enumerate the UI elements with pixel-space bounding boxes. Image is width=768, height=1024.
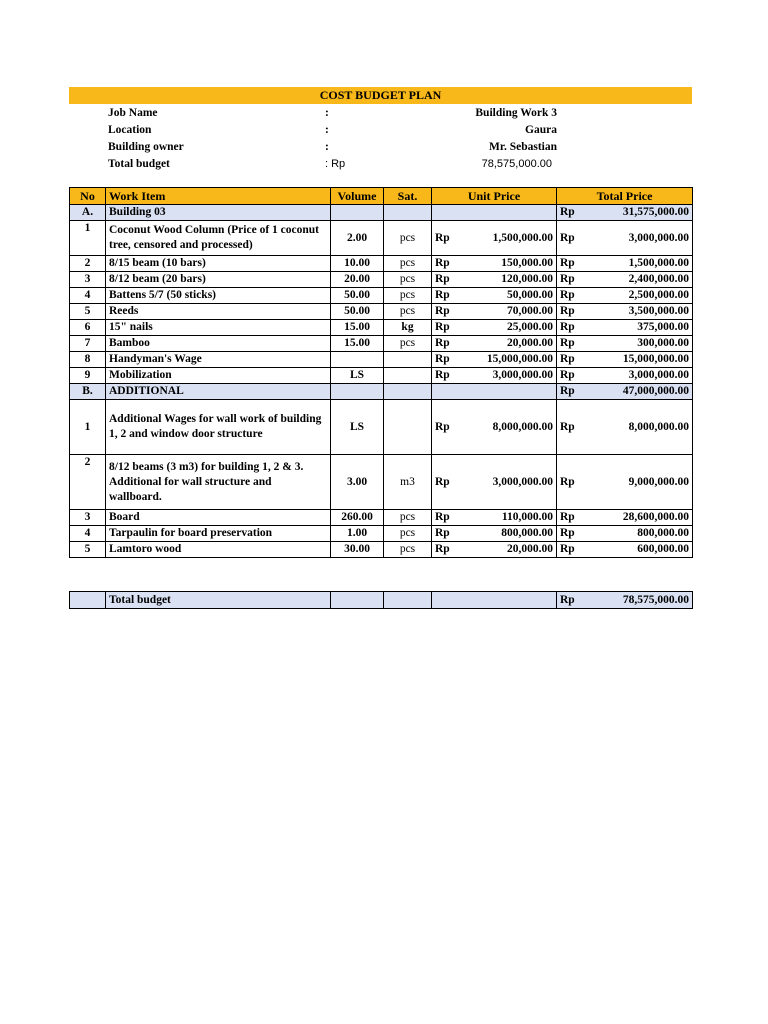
row-volume: LS <box>331 400 384 455</box>
total-value: 78,575,000.00 <box>587 592 693 609</box>
row-no: 6 <box>70 320 106 336</box>
table-row <box>70 455 693 510</box>
row-total-price: 8,000,000.00 <box>587 400 693 455</box>
row-total-price: 1,500,000.00 <box>587 256 693 272</box>
currency-label: Rp <box>557 592 587 609</box>
table-row <box>70 256 693 272</box>
row-volume <box>331 352 384 368</box>
row-sat: pcs <box>384 272 432 288</box>
empty-cell <box>432 205 465 221</box>
section-name: Building 03 <box>106 205 331 221</box>
currency-label: Rp <box>432 272 465 288</box>
row-item: Coconut Wood Column (Price of 1 coconut tree, censored and processed) <box>106 221 331 256</box>
row-total-price: 2,400,000.00 <box>587 272 693 288</box>
row-no: 8 <box>70 352 106 368</box>
row-unit-price: 150,000.00 <box>465 256 557 272</box>
row-unit-price: 70,000.00 <box>465 304 557 320</box>
row-no: 4 <box>70 526 106 542</box>
row-unit-price: 3,000,000.00 <box>465 368 557 384</box>
row-no: 2 <box>70 256 106 272</box>
table-row <box>70 510 693 526</box>
empty-cell <box>465 205 557 221</box>
info-row-job-name <box>108 105 568 122</box>
info-row-building-owner <box>108 139 568 156</box>
col-header-unit-price: Unit Price <box>432 188 557 205</box>
row-total-price: 600,000.00 <box>587 542 693 558</box>
info-colon <box>325 156 345 173</box>
empty-cell <box>384 384 432 400</box>
row-item: Lamtoro wood <box>106 542 331 558</box>
row-unit-price: 110,000.00 <box>465 510 557 526</box>
empty-cell <box>465 384 557 400</box>
empty-cell <box>70 592 106 609</box>
info-value: Building Work 3 <box>475 107 557 119</box>
table-row <box>70 400 693 455</box>
info-label: Building owner <box>108 141 184 153</box>
info-label: Location <box>108 124 152 136</box>
row-no: 1 <box>70 221 106 256</box>
row-sat: m3 <box>384 455 432 510</box>
currency-label: Rp <box>557 336 587 352</box>
row-volume: 30.00 <box>331 542 384 558</box>
row-sat: pcs <box>384 288 432 304</box>
info-value: Mr. Sebastian <box>489 141 557 153</box>
page-title: COST BUDGET PLAN <box>69 87 692 104</box>
row-no: 7 <box>70 336 106 352</box>
row-item: Board <box>106 510 331 526</box>
row-item: Battens 5/7 (50 sticks) <box>106 288 331 304</box>
row-item: Reeds <box>106 304 331 320</box>
total-budget-table <box>69 591 693 609</box>
row-volume: 50.00 <box>331 304 384 320</box>
row-total-price: 3,500,000.00 <box>587 304 693 320</box>
currency-label: Rp <box>432 288 465 304</box>
row-total-price: 300,000.00 <box>587 336 693 352</box>
row-volume: 1.00 <box>331 526 384 542</box>
total-row <box>70 592 693 609</box>
row-unit-price: 50,000.00 <box>465 288 557 304</box>
currency-label: Rp <box>557 352 587 368</box>
currency-label: Rp <box>432 336 465 352</box>
table-row <box>70 288 693 304</box>
row-unit-price: 120,000.00 <box>465 272 557 288</box>
table-header-row <box>70 188 693 205</box>
row-item: 8/12 beam (20 bars) <box>106 272 331 288</box>
table-row <box>70 304 693 320</box>
col-header-volume: Volume <box>331 188 384 205</box>
row-item: Bamboo <box>106 336 331 352</box>
row-volume: 10.00 <box>331 256 384 272</box>
currency-label: Rp <box>557 205 587 221</box>
row-unit-price: 8,000,000.00 <box>465 400 557 455</box>
currency-label: Rp <box>557 304 587 320</box>
col-header-total-price: Total Price <box>557 188 693 205</box>
currency-label: Rp <box>557 510 587 526</box>
currency-label: Rp <box>557 368 587 384</box>
section-total: 31,575,000.00 <box>587 205 693 221</box>
row-sat: kg <box>384 320 432 336</box>
currency-label: Rp <box>557 400 587 455</box>
row-no: 4 <box>70 288 106 304</box>
row-no: 3 <box>70 272 106 288</box>
table-row <box>70 320 693 336</box>
section-row-b <box>70 384 693 400</box>
empty-cell <box>384 205 432 221</box>
currency-label: Rp <box>557 272 587 288</box>
row-total-price: 15,000,000.00 <box>587 352 693 368</box>
empty-cell <box>432 592 557 609</box>
info-value: Gaura <box>525 124 557 136</box>
row-sat <box>384 368 432 384</box>
currency-label: Rp <box>432 526 465 542</box>
row-volume: 3.00 <box>331 455 384 510</box>
row-unit-price: 20,000.00 <box>465 336 557 352</box>
row-unit-price: 800,000.00 <box>465 526 557 542</box>
table-row <box>70 542 693 558</box>
row-no: 9 <box>70 368 106 384</box>
row-sat: pcs <box>384 336 432 352</box>
row-volume: 15.00 <box>331 320 384 336</box>
row-total-price: 3,000,000.00 <box>587 368 693 384</box>
row-item: Tarpaulin for board preservation <box>106 526 331 542</box>
row-sat: pcs <box>384 542 432 558</box>
table-row <box>70 352 693 368</box>
currency-label: Rp <box>432 510 465 526</box>
row-unit-price: 1,500,000.00 <box>465 221 557 256</box>
job-info <box>108 105 568 173</box>
currency-label: Rp <box>557 384 587 400</box>
row-volume: 20.00 <box>331 272 384 288</box>
currency-label: Rp <box>432 221 465 256</box>
info-row-total-budget <box>108 156 568 173</box>
info-row-location <box>108 122 568 139</box>
row-volume: 50.00 <box>331 288 384 304</box>
currency-label: Rp <box>432 455 465 510</box>
currency-label: Rp <box>432 352 465 368</box>
row-sat: pcs <box>384 526 432 542</box>
currency-label: Rp <box>432 304 465 320</box>
currency-label: Rp <box>557 256 587 272</box>
currency-label: Rp <box>432 542 465 558</box>
table-row <box>70 336 693 352</box>
info-colon-text: : Rp <box>325 158 346 170</box>
info-label: Total budget <box>108 158 170 170</box>
section-total: 47,000,000.00 <box>587 384 693 400</box>
info-colon: : <box>325 107 329 119</box>
row-total-price: 2,500,000.00 <box>587 288 693 304</box>
empty-cell <box>384 592 432 609</box>
info-colon: : <box>325 124 329 136</box>
row-total-price: 375,000.00 <box>587 320 693 336</box>
row-no: 2 <box>70 455 106 510</box>
empty-cell <box>331 592 384 609</box>
currency-label: Rp <box>432 400 465 455</box>
table-row <box>70 368 693 384</box>
row-item: Mobilization <box>106 368 331 384</box>
currency-label: Rp <box>432 320 465 336</box>
col-header-no: No <box>70 188 106 205</box>
info-label: Job Name <box>108 107 158 119</box>
currency-label: Rp <box>557 221 587 256</box>
row-sat: pcs <box>384 221 432 256</box>
row-sat: pcs <box>384 304 432 320</box>
table-row <box>70 221 693 256</box>
table-row <box>70 526 693 542</box>
info-value: 78,575,000.00 <box>481 158 552 170</box>
row-unit-price: 15,000,000.00 <box>465 352 557 368</box>
row-sat: pcs <box>384 510 432 526</box>
row-item: 8/12 beams (3 m3) for building 1, 2 & 3. Additional for wall structure and wallboard. <box>106 455 331 510</box>
row-unit-price: 20,000.00 <box>465 542 557 558</box>
row-no: 5 <box>70 542 106 558</box>
row-no: 3 <box>70 510 106 526</box>
row-total-price: 9,000,000.00 <box>587 455 693 510</box>
row-item: Additional Wages for wall work of building 1, 2 and window door structure <box>106 400 331 455</box>
row-sat <box>384 352 432 368</box>
row-total-price: 3,000,000.00 <box>587 221 693 256</box>
currency-label: Rp <box>557 288 587 304</box>
info-colon: : <box>325 141 329 153</box>
currency-label: Rp <box>557 320 587 336</box>
row-volume: 15.00 <box>331 336 384 352</box>
section-name: ADDITIONAL <box>106 384 331 400</box>
currency-label: Rp <box>557 455 587 510</box>
section-no: B. <box>70 384 106 400</box>
currency-label: Rp <box>557 542 587 558</box>
empty-cell <box>331 384 384 400</box>
row-unit-price: 25,000.00 <box>465 320 557 336</box>
budget-table <box>69 187 693 558</box>
currency-label: Rp <box>432 368 465 384</box>
row-total-price: 28,600,000.00 <box>587 510 693 526</box>
section-row-a <box>70 205 693 221</box>
empty-cell <box>432 384 465 400</box>
currency-label: Rp <box>557 526 587 542</box>
empty-cell <box>331 205 384 221</box>
table-row <box>70 272 693 288</box>
total-label: Total budget <box>106 592 331 609</box>
row-item: 8/15 beam (10 bars) <box>106 256 331 272</box>
currency-label: Rp <box>432 256 465 272</box>
row-item: Handyman's Wage <box>106 352 331 368</box>
row-no: 1 <box>70 400 106 455</box>
row-unit-price: 3,000,000.00 <box>465 455 557 510</box>
row-total-price: 800,000.00 <box>587 526 693 542</box>
row-sat <box>384 400 432 455</box>
row-item: 15" nails <box>106 320 331 336</box>
col-header-sat: Sat. <box>384 188 432 205</box>
section-no: A. <box>70 205 106 221</box>
row-volume: 2.00 <box>331 221 384 256</box>
row-sat: pcs <box>384 256 432 272</box>
col-header-work-item: Work Item <box>106 188 331 205</box>
row-volume: 260.00 <box>331 510 384 526</box>
row-no: 5 <box>70 304 106 320</box>
row-volume: LS <box>331 368 384 384</box>
